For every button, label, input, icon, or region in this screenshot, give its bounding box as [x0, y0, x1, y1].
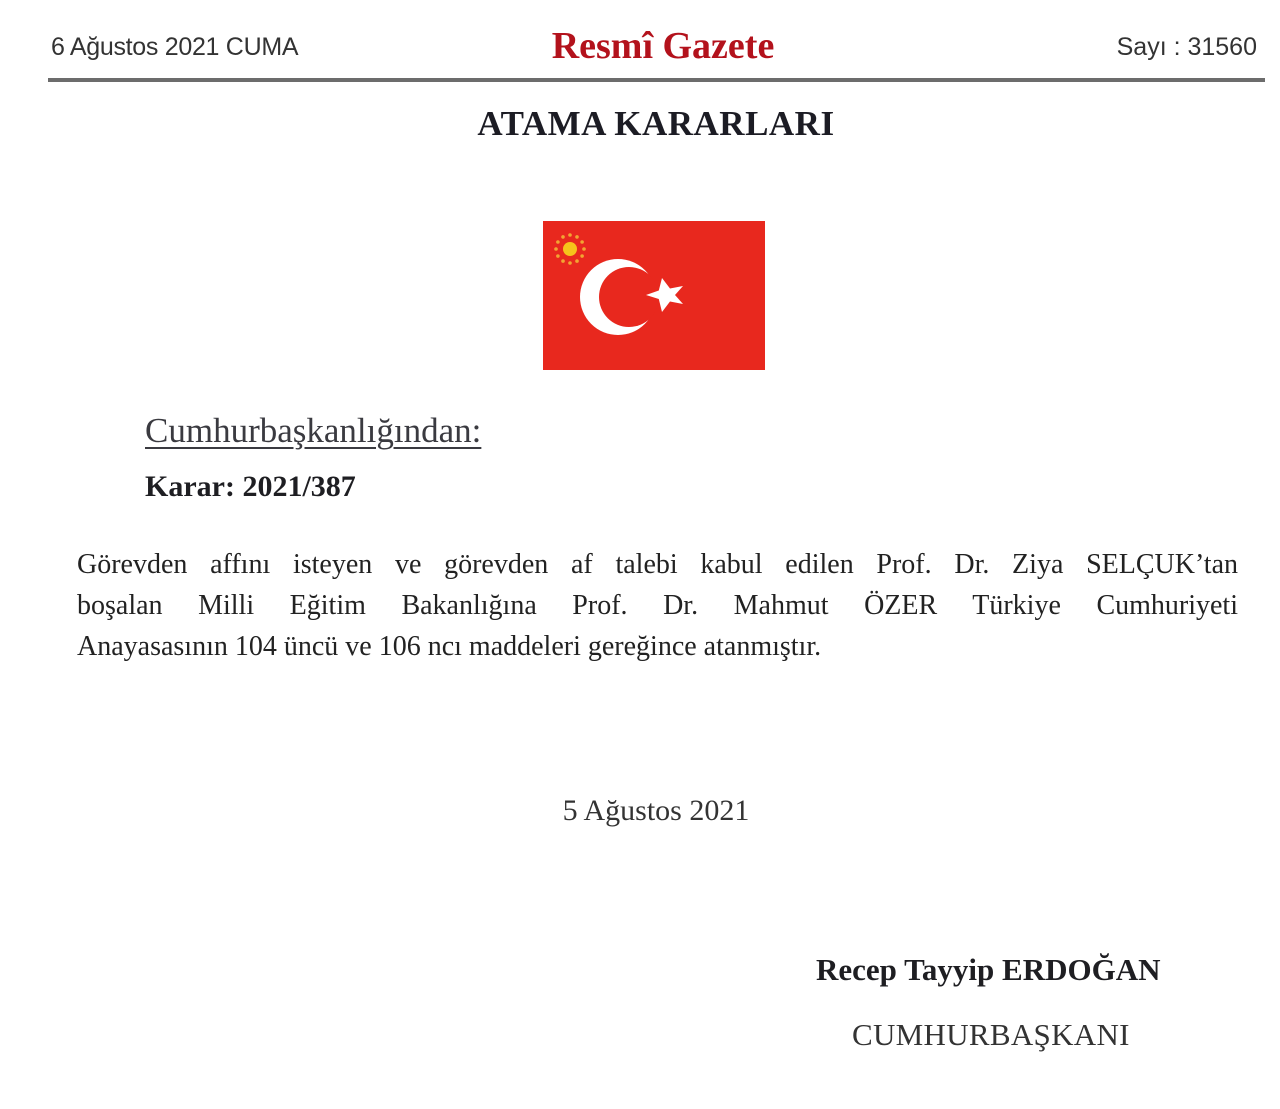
signer-name: Recep Tayyip ERDOĞAN: [816, 952, 1161, 987]
issue-number: Sayı : 31560: [1116, 33, 1257, 61]
decree-date: 5 Ağustos 2021: [562, 794, 750, 827]
signer-title: CUMHURBAŞKANI: [852, 1017, 1130, 1052]
issuer-heading: Cumhurbaşkanlığından:: [145, 411, 482, 450]
gazette-title: Resmî Gazete: [551, 25, 775, 67]
decision-number: Karar: 2021/387: [145, 470, 356, 503]
publication-date: 6 Ağustos 2021 CUMA: [51, 33, 299, 61]
presidential-flag-icon: [543, 221, 765, 370]
decree-body-line: Görevden affını isteyen ve görevden af talebi kabul edilen Prof. Dr. Ziya SELÇUK’tan: [77, 549, 1238, 580]
decree-body: [77, 544, 1238, 667]
section-title: ATAMA KARARLARI: [477, 104, 835, 143]
decree-body-line: boşalan Milli Eğitim Bakanlığına Prof. Dr. Mahmut ÖZER Türkiye Cumhuriyeti: [77, 590, 1238, 621]
decree-body-line: Anayasasının 104 üncü ve 106 ncı maddeleri gereğince atanmıştır.: [77, 631, 822, 662]
header-divider: [48, 78, 1265, 82]
